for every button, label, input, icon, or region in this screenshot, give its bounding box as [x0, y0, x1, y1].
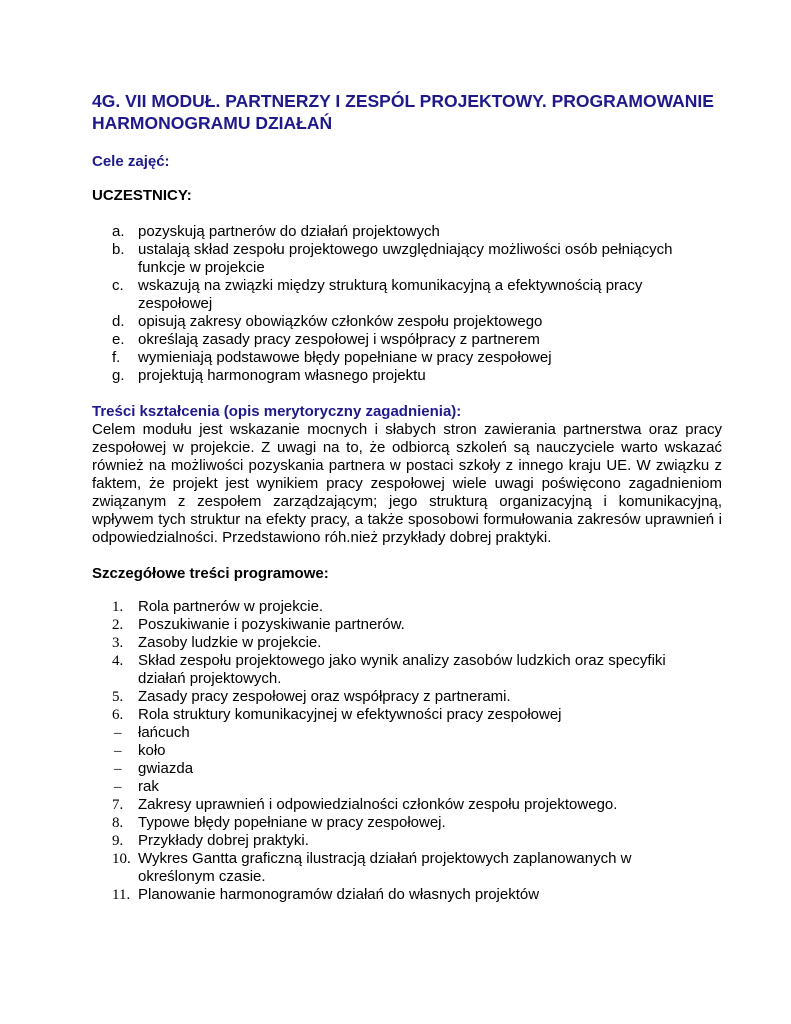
list-item — [92, 223, 712, 241]
list-item-text: Zakresy uprawnień i odpowiedzialności członków zespołu projektowego. — [138, 796, 618, 813]
list-marker: 8. — [112, 815, 124, 831]
list-item — [92, 706, 712, 724]
list-item — [92, 313, 712, 331]
list-item-text: Rola partnerów w projekcie. — [138, 598, 324, 615]
list-item-text: Planowanie harmonogramów działań do własnych projektów — [138, 886, 540, 903]
list-item — [92, 349, 712, 367]
tresci-heading: Treści kształcenia (opis merytoryczny zagadnienia): — [92, 403, 462, 420]
list-marker: 9. — [112, 833, 124, 849]
list-item — [92, 886, 712, 904]
list-item — [92, 796, 712, 814]
list-item — [92, 832, 712, 850]
list-item-text: opisują zakresy obowiązków członków zespołu projektowego — [138, 313, 543, 330]
uczestnicy-heading: UCZESTNICY: — [92, 187, 192, 204]
list-item-text: Poszukiwanie i pozyskiwanie partnerów. — [138, 616, 405, 633]
list-item — [92, 331, 712, 349]
list-item-text: Przykłady dobrej praktyki. — [138, 832, 309, 849]
list-marker: 5. — [112, 689, 124, 705]
list-item-text: Zasoby ludzkie w projekcie. — [138, 634, 322, 651]
list-item-text: wymieniają podstawowe błędy popełniane w pracy zespołowej — [138, 349, 552, 366]
list-marker: d. — [112, 313, 125, 330]
list-item — [92, 778, 712, 796]
list-item-text: rak — [138, 778, 159, 795]
list-marker: a. — [112, 223, 125, 240]
list-item — [92, 760, 712, 778]
list-item-text: określają zasady pracy zespołowej i współpracy z partnerem — [138, 331, 540, 348]
list-item — [92, 634, 712, 652]
list-marker: 4. — [112, 653, 124, 669]
list-marker: g. — [112, 367, 125, 384]
goals-list — [92, 223, 712, 385]
list-item-text: Rola struktury komunikacyjnej w efektywności pracy zespołowej — [138, 706, 562, 723]
list-marker: 6. — [112, 707, 124, 723]
list-marker: 7. — [112, 797, 124, 813]
list-item-text: koło — [138, 742, 166, 759]
list-item-text: wskazują na związki między strukturą komunikacyjną a efektywnością pracy zespołowej — [138, 277, 643, 312]
list-marker: – — [114, 725, 122, 741]
list-marker: b. — [112, 241, 125, 258]
tresci-paragraph: Celem modułu jest wskazanie mocnych i słabych stron zawierania partnerstwa oraz pracy zespołowej w projekcie. Z uwagi na to, że odbiorcą szkoleń są nauczyciele warto wskazać również na możliwości pozyskania partnera w postaci szkoły z innego kraju UE. W związku z faktem, że projekt jest wynikiem pracy zespołowej wiele uwagi poświęcono zagadnieniom związanym z zespołem zarządzającym; jego strukturą organizacyjną i komunikacyjną, wpływem tych struktur na efekty pracy, a także sposobowi formułowania zakresów uprawnień i odpowiedzialności. Przedstawiono róh.nież przykłady dobrej praktyki. — [92, 421, 722, 546]
document-title: 4G. VII MODUŁ. PARTNERZY I ZESPÓL PROJEKTOWY. PROGRAMOWANIE HARMONOGRAMU DZIAŁAŃ — [92, 91, 714, 133]
list-item-text: Wykres Gantta graficzną ilustracją działań projektowych zaplanowanych w określonym czasie. — [138, 850, 632, 885]
list-item — [92, 652, 712, 688]
list-item — [92, 724, 712, 742]
program-list — [92, 598, 712, 904]
list-item-text: pozyskują partnerów do działań projektowych — [138, 223, 440, 240]
list-item-text: projektują harmonogram własnego projektu — [138, 367, 426, 384]
list-marker: – — [114, 779, 122, 795]
list-item — [92, 814, 712, 832]
list-marker: – — [114, 761, 122, 777]
list-item-text: Zasady pracy zespołowej oraz współpracy z partnerami. — [138, 688, 511, 705]
list-marker: 3. — [112, 635, 124, 651]
list-marker: f. — [112, 349, 121, 366]
list-item-text: Typowe błędy popełniane w pracy zespołowej. — [138, 814, 446, 831]
list-item — [92, 598, 712, 616]
list-marker: 10. — [112, 851, 131, 867]
list-item-text: gwiazda — [138, 760, 194, 777]
cele-heading: Cele zajęć: — [92, 153, 170, 170]
list-item — [92, 277, 712, 313]
list-item-text: ustalają skład zespołu projektowego uwzględniający możliwości osób pełniących funkcje w projekcie — [138, 241, 673, 276]
list-marker: 1. — [112, 599, 124, 615]
list-marker: 2. — [112, 617, 124, 633]
list-item — [92, 850, 712, 886]
list-marker: – — [114, 743, 122, 759]
list-marker: 11. — [112, 887, 131, 903]
list-item — [92, 688, 712, 706]
szczegolowe-heading: Szczegółowe treści programowe: — [92, 565, 329, 582]
list-item — [92, 241, 712, 277]
list-item — [92, 742, 712, 760]
list-marker: c. — [112, 277, 124, 294]
list-item — [92, 367, 712, 385]
list-marker: e. — [112, 331, 125, 348]
list-item-text: łańcuch — [138, 724, 190, 741]
list-item-text: Skład zespołu projektowego jako wynik analizy zasobów ludzkich oraz specyfiki działań projektowych. — [138, 652, 666, 687]
list-item — [92, 616, 712, 634]
